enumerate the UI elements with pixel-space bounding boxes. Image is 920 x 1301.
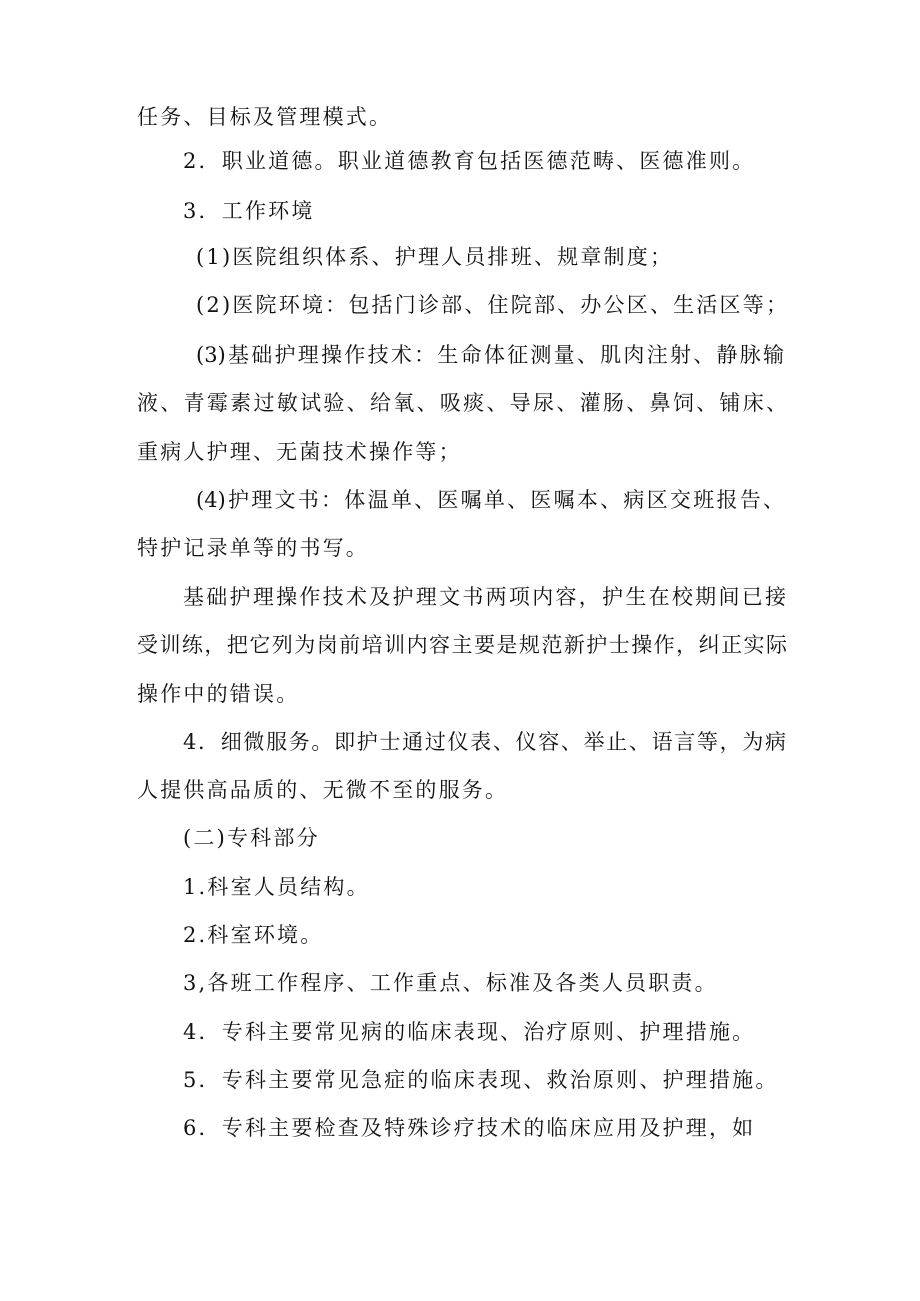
- text-line: 液、青霉素过敏试验、给氧、吸痰、导尿、灌肠、鼻饲、铺床、: [137, 391, 787, 415]
- text-line: 重病人护理、无菌技术操作等；: [137, 440, 462, 464]
- text-line: 任务、目标及管理模式。: [137, 105, 393, 129]
- list-item: (1)医院组织体系、护理人员排班、规章制度；: [196, 245, 674, 269]
- list-item: 1.科室人员结构。: [183, 875, 370, 899]
- paragraph-line: 4．细微服务。即护士通过仪表、仪容、举止、语言等，为病: [183, 730, 786, 754]
- text-line: 特护记录单等的书写。: [137, 536, 369, 560]
- list-item: (4)护理文书：体温单、医嘱单、医嘱本、病区交班报告、: [196, 488, 784, 512]
- section-heading: 3．工作环境: [183, 199, 315, 223]
- paragraph-line: 基础护理操作技术及护理文书两项内容，护生在校期间已接: [183, 585, 786, 609]
- list-item: 5．专科主要常见急症的临床表现、救治原则、护理措施。: [183, 1068, 779, 1092]
- list-item: (3)基础护理操作技术：生命体征测量、肌肉注射、静脉输: [196, 343, 784, 367]
- list-item: 6．专科主要检查及特殊诊疗技术的临床应用及护理，如: [183, 1116, 756, 1140]
- list-item: 3,各班工作程序、工作重点、标准及各类人员职责。: [183, 971, 718, 995]
- paragraph-line: 操作中的错误。: [137, 682, 300, 706]
- paragraph-line: 人提供高品质的、无微不至的服务。: [137, 778, 509, 802]
- paragraph-line: 受训练，把它列为岗前培训内容主要是规范新护士操作，纠正实际: [137, 633, 787, 657]
- text-line: 2．职业道德。职业道德教育包括医德范畴、医德准则。: [183, 149, 756, 173]
- list-item: 2.科室环境。: [183, 923, 324, 947]
- list-item: (2)医院环境：包括门诊部、住院部、办公区、生活区等；: [196, 293, 790, 317]
- list-item: 4．专科主要常见病的临床表现、治疗原则、护理措施。: [183, 1020, 756, 1044]
- section-heading: (二)专科部分: [183, 826, 320, 850]
